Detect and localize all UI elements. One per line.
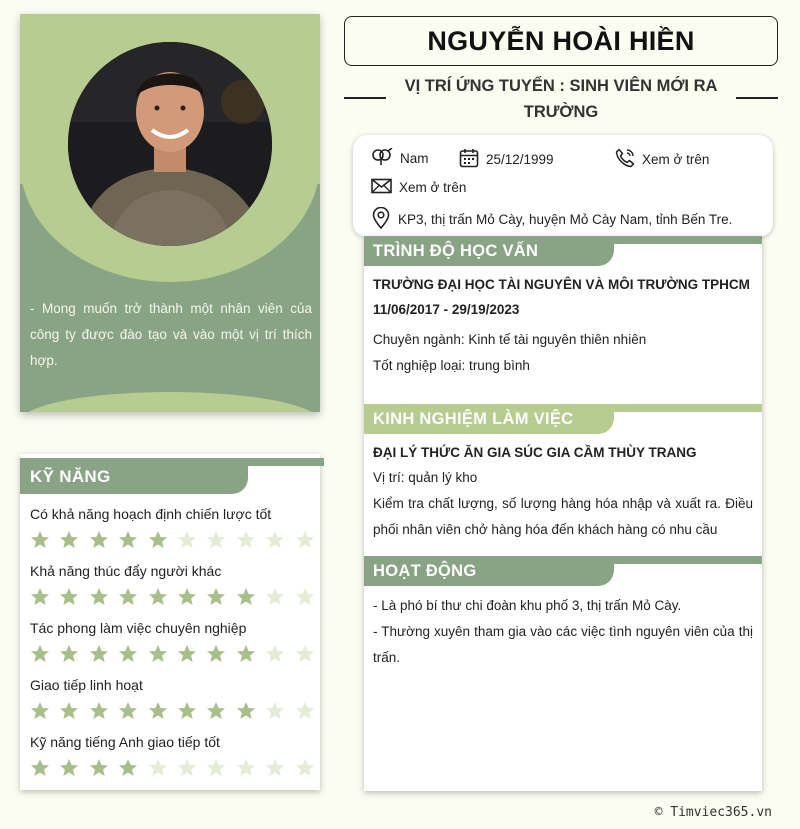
star-filled-icon xyxy=(30,758,50,778)
skills-card xyxy=(20,454,320,790)
star-filled-icon xyxy=(148,530,168,550)
star-empty-icon xyxy=(177,530,197,550)
star-filled-icon xyxy=(89,644,109,664)
star-filled-icon xyxy=(236,587,256,607)
gender-item xyxy=(371,148,429,169)
star-filled-icon xyxy=(118,530,138,550)
skill-rating xyxy=(30,644,315,664)
profile-bottom-wave xyxy=(20,392,320,412)
address-value: KP3, thị trấn Mỏ Cày, huyện Mỏ Cày Nam, tỉnh Bến Tre. xyxy=(398,212,733,227)
star-empty-icon xyxy=(265,530,285,550)
star-filled-icon xyxy=(59,758,79,778)
experience-description: Kiểm tra chất lượng, số lượng hàng hóa nhập và xuất ra. Điều phối nhân viên chở hàng hóa đến khách hàng có nhu cầu xyxy=(373,496,753,537)
phone-value: Xem ở trên xyxy=(642,152,710,167)
star-filled-icon xyxy=(89,758,109,778)
experience-role: Vị trí: quản lý kho xyxy=(373,470,478,485)
star-empty-icon xyxy=(148,758,168,778)
skill-rating xyxy=(30,530,315,550)
star-filled-icon xyxy=(206,644,226,664)
star-filled-icon xyxy=(148,587,168,607)
star-filled-icon xyxy=(177,587,197,607)
education-dates: 11/06/2017 - 29/19/2023 xyxy=(373,302,520,317)
divider-right xyxy=(736,97,778,99)
star-filled-icon xyxy=(236,701,256,721)
activities-header xyxy=(364,556,762,586)
star-empty-icon xyxy=(265,758,285,778)
star-filled-icon xyxy=(236,644,256,664)
calendar-icon xyxy=(459,148,486,171)
star-filled-icon xyxy=(177,701,197,721)
star-filled-icon xyxy=(148,701,168,721)
star-filled-icon xyxy=(206,587,226,607)
skill-rating xyxy=(30,587,315,607)
education-school: TRƯỜNG ĐẠI HỌC TÀI NGUYÊN VÀ MÔI TRƯỜNG TPHCM xyxy=(373,277,750,292)
star-empty-icon xyxy=(295,587,315,607)
star-filled-icon xyxy=(118,701,138,721)
gender-value: Nam xyxy=(400,151,429,166)
applied-position: VỊ TRÍ ỨNG TUYỂN : SINH VIÊN MỚI RA TRƯỜNG xyxy=(404,77,718,121)
activities-title: HOẠT ĐỘNG xyxy=(373,562,477,580)
star-empty-icon xyxy=(295,530,315,550)
email-icon xyxy=(371,178,399,197)
email-item xyxy=(371,178,466,197)
skill-item xyxy=(30,506,315,550)
phone-icon xyxy=(615,148,642,171)
footer-credit: © Timviec365.vn xyxy=(654,805,772,820)
education-major: Chuyên ngành: Kinh tế tài nguyên thiên nhiên xyxy=(373,332,647,347)
star-empty-icon xyxy=(265,644,285,664)
candidate-name: NGUYỄN HOÀI HIỀN xyxy=(427,25,695,56)
main-card xyxy=(364,236,762,791)
star-filled-icon xyxy=(30,587,50,607)
star-empty-icon xyxy=(177,758,197,778)
skill-name: Giao tiếp linh hoạt xyxy=(30,677,143,693)
star-filled-icon xyxy=(89,530,109,550)
skill-rating xyxy=(30,701,315,721)
star-filled-icon xyxy=(177,644,197,664)
skills-header xyxy=(20,458,320,494)
star-filled-icon xyxy=(89,587,109,607)
name-box xyxy=(344,16,778,66)
contact-card xyxy=(353,135,773,237)
skill-item xyxy=(30,677,315,721)
birthdate-item xyxy=(459,148,554,171)
education-title: TRÌNH ĐỘ HỌC VẤN xyxy=(373,242,539,260)
star-filled-icon xyxy=(59,587,79,607)
star-filled-icon xyxy=(89,701,109,721)
birthdate-value: 25/12/1999 xyxy=(486,152,554,167)
star-filled-icon xyxy=(118,587,138,607)
activity-item-1: - Là phó bí thư chi đoàn khu phố 3, thị trấn Mỏ Cày. xyxy=(373,598,682,613)
star-filled-icon xyxy=(148,644,168,664)
star-empty-icon xyxy=(295,758,315,778)
skill-item xyxy=(30,620,315,664)
activity-item-2: - Thường xuyên tham gia vào các việc tình nguyên viên của thị trấn. xyxy=(373,624,753,665)
star-filled-icon xyxy=(118,758,138,778)
star-filled-icon xyxy=(30,644,50,664)
education-header xyxy=(364,236,762,266)
star-empty-icon xyxy=(206,530,226,550)
divider-left xyxy=(344,97,386,99)
avatar xyxy=(68,42,272,246)
skill-rating xyxy=(30,758,315,778)
experience-company: ĐẠI LÝ THỨC ĂN GIA SÚC GIA CẦM THÙY TRANG xyxy=(373,445,697,460)
star-empty-icon xyxy=(236,758,256,778)
star-filled-icon xyxy=(206,701,226,721)
profile-card xyxy=(20,14,320,412)
star-filled-icon xyxy=(59,701,79,721)
phone-item xyxy=(615,148,709,171)
star-empty-icon xyxy=(295,644,315,664)
skill-name: Kỹ năng tiếng Anh giao tiếp tốt xyxy=(30,734,220,750)
gender-icon xyxy=(371,148,400,169)
experience-header xyxy=(364,404,762,434)
skill-item xyxy=(30,734,315,778)
skill-name: Tác phong làm việc chuyên nghiệp xyxy=(30,620,247,636)
skill-name: Khả năng thúc đẩy người khác xyxy=(30,563,222,579)
location-pin-icon xyxy=(371,207,398,232)
email-value: Xem ở trên xyxy=(399,180,467,195)
address-item xyxy=(371,207,732,232)
education-grade: Tốt nghiệp loại: trung bình xyxy=(373,358,530,373)
experience-title: KINH NGHIỆM LÀM VIỆC xyxy=(373,410,574,428)
skill-name: Có khả năng hoạch định chiến lược tốt xyxy=(30,506,272,522)
star-empty-icon xyxy=(295,701,315,721)
star-filled-icon xyxy=(59,644,79,664)
star-empty-icon xyxy=(206,758,226,778)
star-empty-icon xyxy=(265,587,285,607)
star-empty-icon xyxy=(236,530,256,550)
star-empty-icon xyxy=(265,701,285,721)
star-filled-icon xyxy=(30,530,50,550)
star-filled-icon xyxy=(30,701,50,721)
star-filled-icon xyxy=(118,644,138,664)
star-filled-icon xyxy=(59,530,79,550)
skill-item xyxy=(30,563,315,607)
skills-title: KỸ NĂNG xyxy=(30,467,111,486)
career-objective: - Mong muốn trở thành một nhân viên của công ty được đào tạo và vào một vị trí thích hợp. xyxy=(30,301,312,368)
